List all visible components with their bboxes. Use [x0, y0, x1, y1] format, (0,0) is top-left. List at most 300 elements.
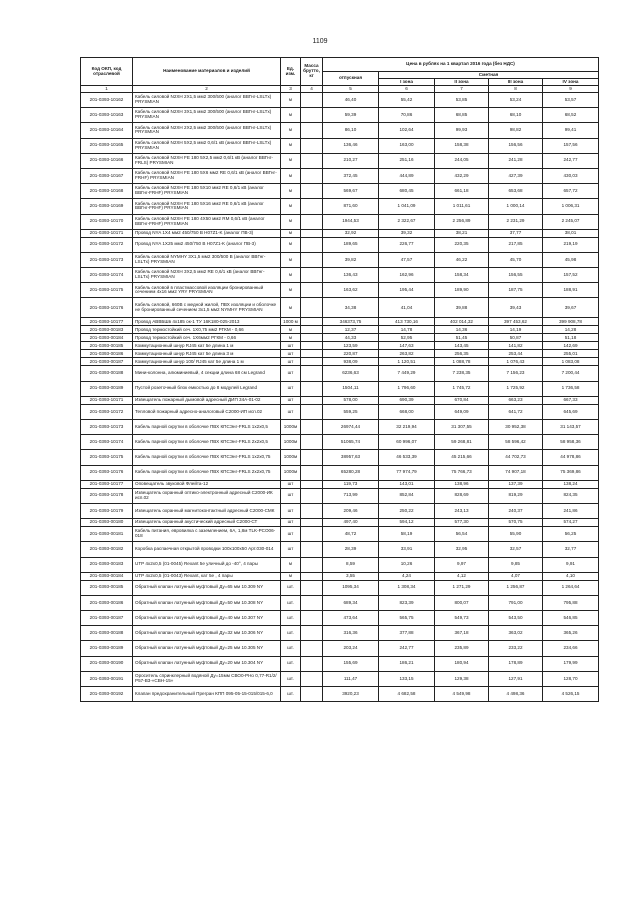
row-unit: 1000м [281, 420, 301, 435]
row-mass [301, 358, 323, 366]
row-unit: м [281, 214, 301, 229]
row-code: 201-0393-00190 [81, 656, 133, 671]
row-name: Кабель питания, евровилка с заземлением, 6А, 1,8м TLK-PCO06-018 [133, 527, 281, 542]
row-zone-2-price: 45 215,66 [435, 450, 489, 465]
table-row [81, 237, 599, 252]
row-name: Кабель парной скрутки в оболочке ПВХ КПСЭнг-FRLS 2х2х0,5 [133, 435, 281, 450]
row-code: 201-0393-10171 [81, 229, 133, 237]
row-zone-2-price: 138,96 [435, 480, 489, 488]
table-row [81, 465, 599, 480]
row-code: 201-0393-00187 [81, 358, 133, 366]
table-row [81, 342, 599, 350]
row-unit: м [281, 283, 301, 298]
row-zone-3-price: 217,85 [489, 237, 543, 252]
row-zone-3-price: 156,55 [489, 268, 543, 283]
row-code: 201-0393-10164 [81, 123, 133, 138]
table-row [81, 396, 599, 404]
row-unit: шт [281, 503, 301, 518]
row-zone-4-price: 179,99 [543, 656, 599, 671]
row-name: Кабель силовой N2XH FE 180 5X6 мм2 RE 0,6/1 кВ (аналог ВВГнг-FRHF) PRYSMIAN [133, 168, 281, 183]
table-row [81, 519, 599, 527]
row-mass [301, 283, 323, 298]
row-zone-1-price: 690,39 [379, 396, 435, 404]
row-zone-3-price: 58 596,42 [489, 435, 543, 450]
row-unit: шт [281, 350, 301, 358]
row-code: 201-0393-00183 [81, 326, 133, 334]
row-zone-4-price: 1 736,58 [543, 381, 599, 396]
table-row [81, 420, 599, 435]
header-name: Наименование материалов и изделий [133, 58, 281, 86]
header-unit: Ед. изм. [281, 58, 301, 86]
row-name: Коммутационный шнур RJ45 кат 5е длина 3 м [133, 350, 281, 358]
row-mass [301, 252, 323, 267]
row-zone-4-price: 53,57 [543, 93, 599, 108]
row-release-price: 136,43 [323, 268, 379, 283]
row-zone-4-price: 45,98 [543, 252, 599, 267]
table-row [81, 595, 599, 610]
column-number: 6 [379, 86, 435, 93]
row-zone-2-price: 143,45 [435, 342, 489, 350]
row-zone-2-price: 220,35 [435, 237, 489, 252]
column-number: 9 [543, 86, 599, 93]
row-name: Пустой розеточный блок емкостью до 8 модулей Legrand [133, 381, 281, 396]
row-release-price: 8,59 [323, 557, 379, 572]
row-mass [301, 671, 323, 686]
row-code: 201-0393-00188 [81, 366, 133, 381]
row-zone-1-price: 55,42 [379, 93, 435, 108]
row-mass [301, 687, 323, 702]
column-number: 1 [81, 86, 133, 93]
row-mass [301, 656, 323, 671]
row-zone-2-price: 180,94 [435, 656, 489, 671]
row-zone-3-price: 39,43 [489, 298, 543, 318]
row-zone-3-price: 32,57 [489, 542, 543, 557]
row-code: 201-0393-10176 [81, 465, 133, 480]
row-name: Извещатель пожарный дымовой адресный ДИП 34А-01-02 [133, 396, 281, 404]
column-number: 8 [489, 86, 543, 93]
row-zone-1-price: 251,16 [379, 153, 435, 168]
row-zone-1-price: 143,01 [379, 480, 435, 488]
row-code: 201-0393-00185 [81, 342, 133, 350]
row-name: Мини-колонна, алюминиевый, 4 секции длина 68 см Legrand [133, 366, 281, 381]
row-code: 201-0393-00186 [81, 350, 133, 358]
column-number: 3 [281, 86, 301, 93]
row-zone-1-price: 39,32 [379, 229, 435, 237]
row-mass [301, 404, 323, 419]
table-body [81, 93, 599, 702]
row-code: 201-0393-10174 [81, 435, 133, 450]
row-release-price: 569,67 [323, 184, 379, 199]
row-release-price: 578,00 [323, 396, 379, 404]
table-row [81, 450, 599, 465]
row-zone-1-price: 70,86 [379, 108, 435, 123]
row-release-price: 316,36 [323, 626, 379, 641]
row-zone-3-price: 44 702,73 [489, 450, 543, 465]
row-mass [301, 611, 323, 626]
row-name: Коммутационный шнур 100/ RJ45 кат 5е длина 1 м [133, 358, 281, 366]
row-zone-3-price: 240,37 [489, 503, 543, 518]
row-release-price: 497,40 [323, 519, 379, 527]
table-row [81, 138, 599, 153]
row-zone-3-price: 55,90 [489, 527, 543, 542]
table-row [81, 641, 599, 656]
row-zone-4-price: 365,26 [543, 626, 599, 641]
row-release-price: 86,10 [323, 123, 379, 138]
row-name: Ороситель спринклерный водяной Ду=15мм СВО0-РНо 0,77-R1/2/Р57-В3-«СВН-15» [133, 671, 281, 686]
row-zone-2-price: 31 307,55 [435, 420, 489, 435]
row-zone-2-price: 51,45 [435, 334, 489, 342]
row-name: Обратный клапан латунный муфтовый Ду=25 мм 10.305 NY [133, 641, 281, 656]
row-unit: м [281, 93, 301, 108]
row-release-price: 111,47 [323, 671, 379, 686]
row-unit: м [281, 123, 301, 138]
row-unit: шт [281, 396, 301, 404]
row-code: 201-0393-10168 [81, 184, 133, 199]
row-zone-1-price: 594,12 [379, 519, 435, 527]
row-code: 201-0393-10177 [81, 318, 133, 326]
row-zone-4-price: 188,91 [543, 283, 599, 298]
row-unit: м [281, 168, 301, 183]
row-code: 201-0393-10172 [81, 237, 133, 252]
row-name: Кабель силовой N2XH FE 180 4X50 мм2 RM 0,6/1 кВ (аналог ВВГнг-FRHF) PRYSMIAN [133, 214, 281, 229]
row-name: Обратный клапан латунный муфтовый Ду=32 мм 10.306 NY [133, 626, 281, 641]
row-unit: шт [281, 381, 301, 396]
row-zone-4-price: 824,35 [543, 488, 599, 503]
row-unit: шт [281, 404, 301, 419]
row-zone-2-price: 1 271,29 [435, 580, 489, 595]
row-mass [301, 626, 323, 641]
row-mass [301, 450, 323, 465]
row-mass [301, 268, 323, 283]
row-code: 201-0393-10175 [81, 450, 133, 465]
row-mass [301, 138, 323, 153]
row-zone-3-price: 2 231,29 [489, 214, 543, 229]
table-row [81, 480, 599, 488]
row-release-price: 44,33 [323, 334, 379, 342]
row-unit: шт [281, 519, 301, 527]
row-unit: м [281, 138, 301, 153]
row-code: 201-0393-10169 [81, 199, 133, 214]
row-unit: шт. [281, 641, 301, 656]
row-zone-1-price: 263,82 [379, 350, 435, 358]
row-release-price: 3,55 [323, 572, 379, 580]
row-zone-3-price: 543,50 [489, 611, 543, 626]
row-zone-2-price: 1 745,72 [435, 381, 489, 396]
row-zone-2-price: 99,93 [435, 123, 489, 138]
header-zone-1: I зона [379, 79, 435, 86]
row-release-price: 28,39 [323, 542, 379, 557]
row-name: Провод термостойкий сеч. 1Х6мм2 РГКМ - 0,66 [133, 334, 281, 342]
row-zone-3-price: 50,87 [489, 334, 543, 342]
row-zone-3-price: 53,24 [489, 93, 543, 108]
row-zone-1-price: 7 449,29 [379, 366, 435, 381]
row-zone-2-price: 56,54 [435, 527, 489, 542]
table-row [81, 503, 599, 518]
row-zone-2-price: 68,85 [435, 108, 489, 123]
row-zone-2-price: 235,89 [435, 641, 489, 656]
table-row [81, 527, 599, 542]
row-zone-3-price: 241,28 [489, 153, 543, 168]
row-release-price: 136,46 [323, 138, 379, 153]
row-release-price: 3920,23 [323, 687, 379, 702]
row-zone-4-price: 14,28 [543, 326, 599, 334]
row-zone-1-price: 1 308,34 [379, 580, 435, 595]
row-zone-1-price: 186,21 [379, 656, 435, 671]
row-name: Кабель силовой N2XH FE 180 5X10 мм2 RE 0,6/1 кВ (аналог ВВГнг-FRHF) PRYSMIAN [133, 184, 281, 199]
row-zone-4-price: 657,72 [543, 184, 599, 199]
row-unit: м [281, 557, 301, 572]
row-code: 201-0393-10165 [81, 138, 133, 153]
row-mass [301, 298, 323, 318]
row-release-price: 119,73 [323, 480, 379, 488]
row-mass [301, 214, 323, 229]
row-release-price: 209,46 [323, 503, 379, 518]
row-name: Обратный клапан латунный муфтовый Ду=50 мм 10.308 NY [133, 595, 281, 610]
row-unit: м [281, 108, 301, 123]
table-row [81, 366, 599, 381]
row-zone-4-price: 399 908,78 [543, 318, 599, 326]
row-release-price: 559,25 [323, 404, 379, 419]
row-code: 201-0393-00181 [81, 527, 133, 542]
row-zone-2-price: 75 766,73 [435, 465, 489, 480]
row-mass [301, 237, 323, 252]
row-zone-3-price: 1 000,14 [489, 199, 543, 214]
row-unit: шт. [281, 580, 301, 595]
row-release-price: 65280,28 [323, 465, 379, 480]
row-mass [301, 557, 323, 572]
row-release-price: 210,27 [323, 153, 379, 168]
row-mass [301, 168, 323, 183]
table-row [81, 214, 599, 229]
row-zone-2-price: 649,09 [435, 404, 489, 419]
row-zone-2-price: 800,07 [435, 595, 489, 610]
row-zone-3-price: 641,72 [489, 404, 543, 419]
row-zone-1-price: 226,77 [379, 237, 435, 252]
row-zone-3-price: 1 725,92 [489, 381, 543, 396]
row-code: 201-0393-00189 [81, 641, 133, 656]
row-mass [301, 381, 323, 396]
row-zone-4-price: 667,33 [543, 396, 599, 404]
row-code: 201-0393-10173 [81, 420, 133, 435]
row-name: Кабель силовой N2XH FE 180 5X16 мм2 RE 0,6/1 кВ (аналог ВВГнг-FRHF) PRYSMIAN [133, 199, 281, 214]
row-mass [301, 480, 323, 488]
row-zone-4-price: 241,86 [543, 503, 599, 518]
row-zone-3-price: 363,02 [489, 626, 543, 641]
row-zone-2-price: 4 549,98 [435, 687, 489, 702]
table-row [81, 199, 599, 214]
row-unit: 1000 м [281, 318, 301, 326]
row-mass [301, 396, 323, 404]
row-zone-3-price: 137,39 [489, 480, 543, 488]
row-mass [301, 465, 323, 480]
row-release-price: 59,39 [323, 108, 379, 123]
row-zone-3-price: 1 076,43 [489, 358, 543, 366]
row-unit: м [281, 199, 301, 214]
row-zone-1-price: 32 219,94 [379, 420, 435, 435]
row-code: 201-0393-00183 [81, 557, 133, 572]
table-row [81, 626, 599, 641]
row-mass [301, 326, 323, 334]
row-name: Кабель силовой N2XH 3X1,5 мм2 300/500 (аналог ВВГнг-LSLTx) PRYSMIAN [133, 108, 281, 123]
row-unit: м [281, 334, 301, 342]
row-release-price: 123,59 [323, 342, 379, 350]
row-zone-1-price: 413 730,16 [379, 318, 435, 326]
row-zone-3-price: 7 156,23 [489, 366, 543, 381]
row-zone-1-price: 52,95 [379, 334, 435, 342]
row-release-price: 938,09 [323, 358, 379, 366]
row-release-price: 713,99 [323, 488, 379, 503]
row-zone-4-price: 234,66 [543, 641, 599, 656]
row-zone-2-price: 39,88 [435, 298, 489, 318]
row-code: 201-0393-10177 [81, 480, 133, 488]
row-zone-2-price: 577,30 [435, 519, 489, 527]
row-zone-2-price: 189,90 [435, 283, 489, 298]
row-zone-2-price: 4,12 [435, 572, 489, 580]
row-zone-2-price: 256,35 [435, 350, 489, 358]
row-zone-3-price: 397 453,62 [489, 318, 543, 326]
row-zone-1-price: 163,00 [379, 138, 435, 153]
header-zone-4: IV зона [543, 79, 599, 86]
row-name: Провод NYA 1X4 мм2 450/750 В H07Z1-K (аналог ПВ-3) [133, 229, 281, 237]
row-zone-2-price: 432,29 [435, 168, 489, 183]
table-row [81, 611, 599, 626]
row-zone-1-price: 46 533,39 [379, 450, 435, 465]
row-code: 201-0393-10162 [81, 93, 133, 108]
row-release-price: 372,45 [323, 168, 379, 183]
row-unit: 1000м [281, 435, 301, 450]
row-name: Провод АВВБШв 4х185 ок-1 ТУ 16К180-025-2013 [133, 318, 281, 326]
row-zone-4-price: 38,01 [543, 229, 599, 237]
row-code: 201-0393-10179 [81, 503, 133, 518]
row-name: Кабель парной скрутки в оболочке ПВХ КПСЭнг-FRLS 1х2х0,5 [133, 420, 281, 435]
row-name: Тепловой пожарный адресно-аналоговый С2000-ИП исп.02 [133, 404, 281, 419]
column-number: 5 [323, 86, 379, 93]
row-release-price: 6236,63 [323, 366, 379, 381]
row-zone-4-price: 157,52 [543, 268, 599, 283]
row-mass [301, 184, 323, 199]
row-zone-4-price: 1 006,31 [543, 199, 599, 214]
row-zone-1-price: 58,19 [379, 527, 435, 542]
table-row [81, 326, 599, 334]
row-zone-2-price: 38,21 [435, 229, 489, 237]
row-zone-1-price: 668,00 [379, 404, 435, 419]
row-zone-4-price: 645,69 [543, 404, 599, 419]
row-zone-4-price: 31 143,57 [543, 420, 599, 435]
row-release-price: 12,37 [323, 326, 379, 334]
column-number: 4 [301, 86, 323, 93]
row-zone-1-price: 823,39 [379, 595, 435, 610]
row-zone-3-price: 253,44 [489, 350, 543, 358]
row-name: Извещатель охранный оптико-электронный адресный С2000-ИК исп.02 [133, 488, 281, 503]
row-zone-2-price: 367,18 [435, 626, 489, 641]
row-name: Клапан предохранительный Прегран КПП 095-05-15-015/015-6,0 [133, 687, 281, 702]
row-name: Кабель силовой, 660В с медной жилой, ПВХ изоляции и оболочке не бронированный сечением 3х1,5 мм2 NYMHY PRYSMIAN [133, 298, 281, 318]
table-row [81, 404, 599, 419]
row-zone-1-price: 4,24 [379, 572, 435, 580]
header-mass: Масса брутто, кг [301, 58, 323, 86]
row-zone-4-price: 56,25 [543, 527, 599, 542]
row-release-price: 51065,74 [323, 435, 379, 450]
row-zone-3-price: 791,00 [489, 595, 543, 610]
row-release-price: 155,69 [323, 656, 379, 671]
table-row [81, 488, 599, 503]
row-name: Кабель силовой в пластмассовой изоляции бронированный сечением 4х16 мм2 YRY PRYSMIAN [133, 283, 281, 298]
table-row [81, 93, 599, 108]
row-unit: шт. [281, 687, 301, 702]
table-row [81, 381, 599, 396]
table-row [81, 358, 599, 366]
row-unit: шт [281, 358, 301, 366]
row-zone-3-price: 653,68 [489, 184, 543, 199]
row-release-price: 346373,75 [323, 318, 379, 326]
row-code: 201-0393-00184 [81, 334, 133, 342]
table-row [81, 656, 599, 671]
row-mass [301, 153, 323, 168]
row-zone-4-price: 68,52 [543, 108, 599, 123]
table-row [81, 252, 599, 267]
row-zone-2-price: 53,85 [435, 93, 489, 108]
row-unit: шт. [281, 626, 301, 641]
row-mass [301, 420, 323, 435]
row-name: UTP 4х2х0,5 (01-0043) Rexant, кат 5е , 4 пары [133, 572, 281, 580]
row-release-price: 1095,34 [323, 580, 379, 595]
row-zone-3-price: 570,75 [489, 519, 543, 527]
row-mass [301, 199, 323, 214]
row-unit: м [281, 237, 301, 252]
table-row [81, 334, 599, 342]
row-release-price: 689,34 [323, 595, 379, 610]
row-zone-4-price: 430,03 [543, 168, 599, 183]
row-unit: м [281, 326, 301, 334]
row-zone-3-price: 14,19 [489, 326, 543, 334]
row-unit: шт [281, 342, 301, 350]
row-zone-4-price: 39,67 [543, 298, 599, 318]
row-zone-1-price: 1 041,09 [379, 199, 435, 214]
column-number: 2 [133, 86, 281, 93]
row-code: 201-0393-10167 [81, 168, 133, 183]
row-zone-3-price: 156,56 [489, 138, 543, 153]
row-zone-1-price: 33,91 [379, 542, 435, 557]
row-release-price: 1504,11 [323, 381, 379, 396]
row-zone-3-price: 30 952,38 [489, 420, 543, 435]
row-zone-1-price: 1 120,51 [379, 358, 435, 366]
row-release-price: 163,62 [323, 283, 379, 298]
row-zone-3-price: 178,89 [489, 656, 543, 671]
row-zone-2-price: 32,95 [435, 542, 489, 557]
row-zone-3-price: 45,70 [489, 252, 543, 267]
row-unit: 1000м [281, 465, 301, 480]
row-zone-4-price: 242,77 [543, 153, 599, 168]
row-name: Провод термостойкий сеч. 1Х0,75 мм2 РГКМ - 0,66 [133, 326, 281, 334]
row-unit: м [281, 298, 301, 318]
row-zone-1-price: 162,96 [379, 268, 435, 283]
row-mass [301, 527, 323, 542]
row-release-price: 32,92 [323, 229, 379, 237]
row-zone-3-price: 663,23 [489, 396, 543, 404]
row-mass [301, 519, 323, 527]
row-code: 201-0393-00184 [81, 572, 133, 580]
row-unit: м [281, 184, 301, 199]
row-unit: шт [281, 542, 301, 557]
row-release-price: 871,60 [323, 199, 379, 214]
row-zone-3-price: 4,07 [489, 572, 543, 580]
row-release-price: 26974,44 [323, 420, 379, 435]
row-name: UTP 4х2х0,5 (01-0045) Rexant 5е уличный до -40°, 4 пары [133, 557, 281, 572]
row-zone-1-price: 4 682,58 [379, 687, 435, 702]
row-code: 201-0393-00192 [81, 687, 133, 702]
row-zone-2-price: 7 238,35 [435, 366, 489, 381]
row-zone-3-price: 141,82 [489, 342, 543, 350]
